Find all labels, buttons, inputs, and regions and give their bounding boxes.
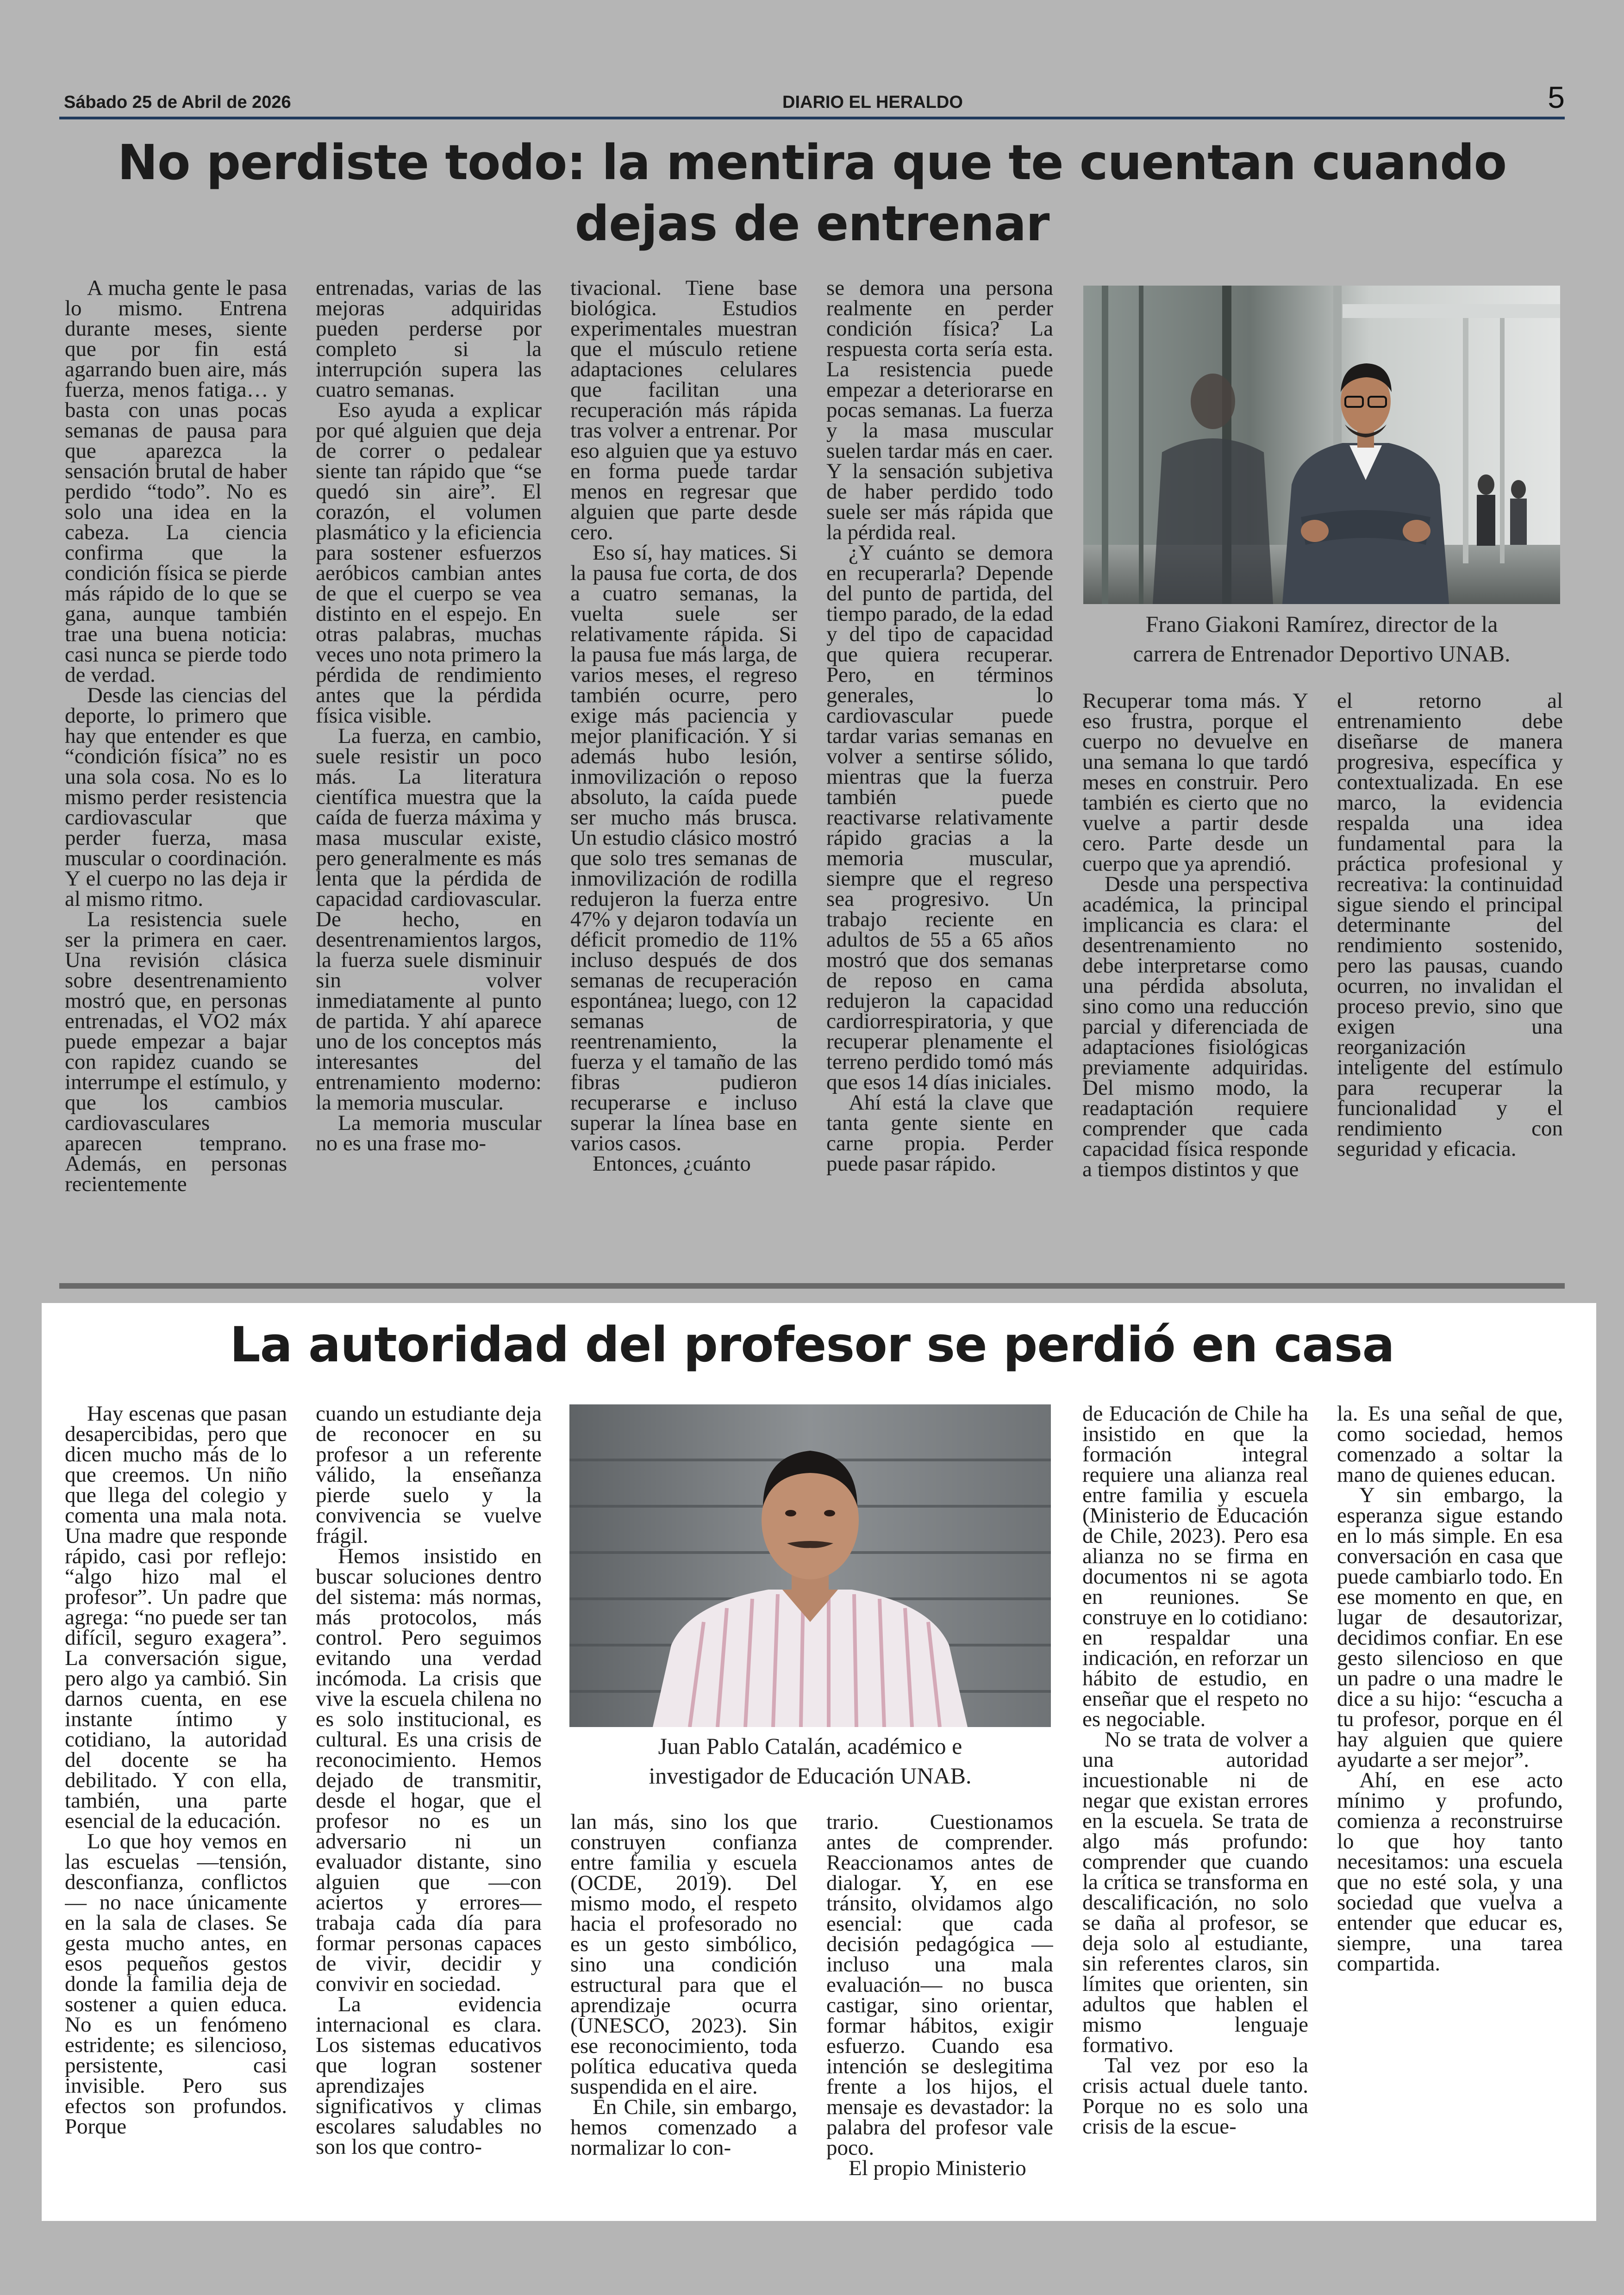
paragraph: En Chile, sin embargo, hemos comenzado a normalizar lo con- [570, 2095, 797, 2160]
paragraph: Ahí, en ese acto mínimo y profundo, comienza a reconstruirse lo que hoy tanto necesitamos: una escuela que no esté sola, y una sociedad que vuelva a entender que educar es, siempre, una tarea compartida. [1337, 1768, 1563, 1976]
article1-column-2 [316, 278, 542, 1263]
paragraph: Desde las ciencias del deporte, lo primero que hay que entender es que “condición física” no es una sola cosa. No es lo mismo perder resistencia cardiovascular que perder fuerza, masa muscular o coordinación. Y el cuerpo no las deja ir al mismo ritmo. [65, 683, 287, 911]
paragraph: La resistencia suele ser la primera en caer. Una revisión clásica sobre desentrenamiento mostró que, en personas entrenadas, el VO2 máx puede empezar a bajar con rapidez cuando se interrumpe el estímulo, y que los cambios cardiovasculares aparecen temprano. Además, en personas recientemente [65, 907, 287, 1196]
article1-column-6 [1337, 691, 1563, 1263]
portrait-photo-illustration [569, 1404, 1051, 1727]
article1-title [59, 132, 1565, 254]
paragraph: tivacional. Tiene base biológica. Estudios experimentales muestran que el músculo retiene adaptaciones celulares que facilitan una recuperación más rápida tras volver a entrenar. Por eso alguien que ya estuvo en forma puede tardar menos en regresar que alguien que parte desde cero. [570, 278, 797, 544]
article2-column-3 [570, 1812, 797, 2196]
paragraph: Hemos insistido en buscar soluciones dentro del sistema: más normas, más protocolos, más control. Pero seguimos evitando una verdad incómoda. La crisis que vive la escuela chilena no es solo institucional, es cultural. Es una crisis de reconocimiento. Hemos dejado de transmitir, desde el hogar, que el profesor no es un adversario ni un evaluador distante, sino alguien que —con aciertos y errores— trabaja cada día para formar personas capaces de vivir, decidir y convivir en sociedad. [316, 1544, 542, 1996]
paragraph: La fuerza, en cambio, suele resistir un poco más. La literatura científica muestra que la caída de fuerza máxima y masa muscular existe, pero generalmente es más lenta que la pérdida de capacidad cardiovascular. De hecho, en desentrenamientos largos, la fuerza suele disminuir sin volver inmediatamente al punto de partida. Y ahí aparece uno de los conceptos más interesantes del entrenamiento moderno: la memoria muscular. [316, 724, 542, 1115]
paragraph: No se trata de volver a una autoridad incuestionable ni de negar que existan errores en la escuela. Se trata de algo más profundo: comprender que cuando la crítica se transforma en descalificación, no solo se daña al profesor, se deja solo al estudiante, sin referentes claros, sin límites que orienten, sin adultos que hablen el mismo lenguaje formativo. [1082, 1727, 1308, 2057]
article1-column-1 [65, 278, 287, 1263]
page-number: 5 [1548, 80, 1565, 114]
article2-column-6 [1337, 1403, 1563, 2196]
portrait-photo-illustration [1083, 286, 1560, 604]
paragraph: de Educación de Chile ha insistido en que la formación integral requiere una alianza real entre familia y escuela (Ministerio de Educación de Chile, 2023). Pero esa alianza no se firma en documentos ni se agota en reuniones. Se construye en lo cotidiano: en respaldar una indicación, en reforzar un hábito de estudio, en enseñar que el respeto no es negociable. [1082, 1403, 1308, 1731]
article1-column-3 [570, 278, 797, 1263]
paragraph: trario. Cuestionamos antes de comprender. Reaccionamos antes de dialogar. Y, en ese tránsito, olvidamos algo esencial: que cada decisión pedagógica —incluso una mala evaluación— no busca castigar, sino orientar, formar hábitos, exigir esfuerzo. Cuando esa intención se deslegitima frente a los hijos, el mensaje es devastador: la palabra del profesor vale poco. [826, 1812, 1053, 2160]
paragraph: ¿Y cuánto se demora en recuperarla? Depende del punto de partida, del tiempo parado, de la edad y del tipo de capacidad que quiera recuperar. Pero, en términos generales, lo cardiovascular puede tardar varias semanas en volver a sentirse sólido, mientras que la fuerza también puede reactivarse relativamente rápido gracias a la memoria muscular, siempre que el regreso sea progresivo. Un trabajo reciente en adultos de 55 a 65 años mostró que dos semanas de reposo en cama redujeron la capacidad cardiorrespiratoria, y que recuperar plenamente el terreno perdido tomó más que esos 14 días iniciales. [826, 541, 1053, 1094]
paragraph: Tal vez por eso la crisis actual duele tanto. Porque no es solo una crisis de la escue- [1082, 2053, 1308, 2139]
article1-column-4 [826, 278, 1053, 1263]
caption-line: Frano Giakoni Ramírez, director de la [1145, 611, 1498, 637]
paragraph: Lo que hoy vemos en las escuelas —tensión, desconfianza, conflictos— no nace únicamente en la sala de clases. Se gesta mucho antes, en esos pequeños gestos donde la familia deja de sostener a quien educa. No es un fenómeno estridente; es silencioso, persistente, casi invisible. Pero sus efectos son profundos. Porque [65, 1829, 287, 2139]
issue-date: Sábado 25 de Abril de 2026 [64, 93, 291, 112]
paragraph: Hay escenas que pasan desapercibidas, pero que dicen mucho más de lo que creemos. Un niño que llega del colegio y comenta una mala nota. Una madre que responde rápido, casi por reflejo: “algo hizo mal el profesor”. Un padre que agrega: “no puede ser tan difícil, seguro exagera”. La conversación sigue, pero algo ya cambió. Sin darnos cuenta, en ese instante íntimo y cotidiano, la autoridad del docente se ha debilitado. Y con ella, también, una parte esencial de la educación. [65, 1403, 287, 1833]
caption-line: carrera de Entrenador Deportivo UNAB. [1133, 641, 1511, 667]
paragraph: Y sin embargo, la esperanza sigue estando en lo más simple. En esa conversación en casa que puede cambiarlo todo. En ese momento en que, en lugar de desautorizar, decidimos confiar. En ese gesto silencioso en que un padre o una madre le dice a su hijo: “escucha a tu profesor, porque en él hay alguien que quiere ayudarte a ser mejor”. [1337, 1483, 1563, 1772]
section-separator [59, 1283, 1565, 1289]
paragraph: cuando un estudiante deja de reconocer en su profesor a un referente válido, la enseñanza pierde suelo y la convivencia se vuelve frágil. [316, 1403, 542, 1548]
article2-photo-caption [569, 1731, 1051, 1790]
header-rule [59, 117, 1565, 119]
paragraph: La memoria muscular no es una frase mo- [316, 1111, 542, 1155]
paragraph: La evidencia internacional es clara. Los sistemas educativos que logran sostener aprendizajes significativos y climas escolares saludables no son los que contro- [316, 1992, 542, 2159]
paragraph: lan más, sino los que construyen confianza entre familia y escuela (OCDE, 2019). Del mismo modo, el respeto hacia el profesorado no es un gesto simbólico, sino una condición estructural para que el aprendizaje ocurra (UNESCO, 2023). Sin ese reconocimiento, toda política educativa queda suspendida en el aire. [570, 1812, 797, 2099]
newspaper-name: DIARIO EL HERALDO [782, 93, 963, 112]
caption-line: investigador de Educación UNAB. [649, 1763, 972, 1789]
paragraph: Recuperar toma más. Y eso frustra, porque el cuerpo no devuelve en una semana lo que tardó meses en construir. Pero también es cierto que no vuelve a partir desde cero. Parte desde un cuerpo que ya aprendió. [1082, 691, 1308, 876]
caption-line: Juan Pablo Catalán, académico e [658, 1733, 962, 1759]
article1-column-5 [1082, 691, 1308, 1263]
article1-photo-caption [1083, 609, 1560, 668]
paragraph: El propio Ministerio [849, 2156, 1026, 2180]
paragraph: Eso sí, hay matices. Si la pausa fue corta, de dos a cuatro semanas, la vuelta suele ser relativamente rápida. Si la pausa fue más larga, de varios meses, el regreso también ocurre, pero exige más paciencia y mejor planificación. Y si además hubo lesión, inmovilización o reposo absoluto, la caída puede ser mucho más brusca. Un estudio clásico mostró que solo tres semanas de inmovilización de rodilla redujeron la fuerza entre 47% y dejaron todavía un déficit promedio de 11% incluso después de dos semanas de recuperación espontánea; luego, con 12 semanas de reentrenamiento, la fuerza y el tamaño de las fibras pudieron recuperarse e incluso superar la línea base en varios casos. [570, 541, 797, 1155]
article2-title: La autoridad del profesor se perdió en casa [230, 1316, 1394, 1373]
paragraph: Ahí está la clave que tanta gente siente en carne propia. Perder puede pasar rápido. [826, 1091, 1053, 1176]
paragraph: se demora una persona realmente en perder condición física? La respuesta corta sería esta. La resistencia puede empezar a deteriorarse en pocas semanas. La fuerza y la masa muscular suelen tardar más en caer. Y la sensación subjetiva de haber perdido todo suele ser más rápida que la pérdida real. [826, 278, 1053, 544]
article1-photo [1083, 286, 1560, 604]
paragraph: Entonces, ¿cuánto [593, 1152, 751, 1176]
article1-title-line2: dejas de entrenar [575, 195, 1049, 252]
paragraph: la. Es una señal de que, como sociedad, hemos comenzado a soltar la mano de quienes educan. [1337, 1403, 1563, 1487]
article2-column-4 [826, 1812, 1053, 2196]
paragraph: Eso ayuda a explicar por qué alguien que deja de correr o pedalear siente tan rápido que “se quedó sin aire”. El corazón, el volumen plasmático y la eficiencia para sostener esfuerzos aeróbicos cambian antes de que el cuerpo se vea distinto en el espejo. En otras palabras, muchas veces uno nota primero la pérdida de rendimiento antes que la pérdida física visible. [316, 398, 542, 728]
paragraph: entrenadas, varias de las mejoras adquiridas pueden perderse por completo si la interrupción supera las cuatro semanas. [316, 278, 542, 402]
article2-photo [569, 1404, 1051, 1727]
article2-column-5 [1082, 1403, 1308, 2196]
article2-column-1 [65, 1403, 287, 2196]
paragraph: el retorno al entrenamiento debe diseñarse de manera progresiva, específica y contextualizada. En ese marco, la evidencia respalda una idea fundamental para la práctica profesional y recreativa: la continuidad sigue siendo el principal determinante del rendimiento sostenido, pero las pausas, cuando ocurren, no invalidan el proceso previo, sino que exigen una reorganización inteligente del estímulo para recuperar la funcionalidad y el rendimiento con seguridad y eficacia. [1337, 691, 1563, 1161]
article2-column-2 [316, 1403, 542, 2196]
paragraph: A mucha gente le pasa lo mismo. Entrena durante meses, siente que por fin está agarrando buen aire, más fuerza, menos fatiga… y basta con unas pocas semanas de pausa para que aparezca la sensación brutal de haber perdido “todo”. No es solo una idea en la cabeza. La ciencia confirma que la condición física se pierde más rápido de lo que se gana, aunque también trae una buena noticia: casi nunca se pierde todo de verdad. [65, 278, 287, 687]
paragraph: Desde una perspectiva académica, la principal implicancia es clara: el desentrenamiento no debe interpretarse como una pérdida absoluta, sino como una reducción parcial y diferenciada de adaptaciones fisiológicas previamente adquiridas. Del mismo modo, la readaptación requiere comprender que cada capacidad física responde a tiempos distintos y que [1082, 872, 1308, 1181]
article1-title-line1: No perdiste todo: la mentira que te cuentan cuando [117, 134, 1507, 191]
